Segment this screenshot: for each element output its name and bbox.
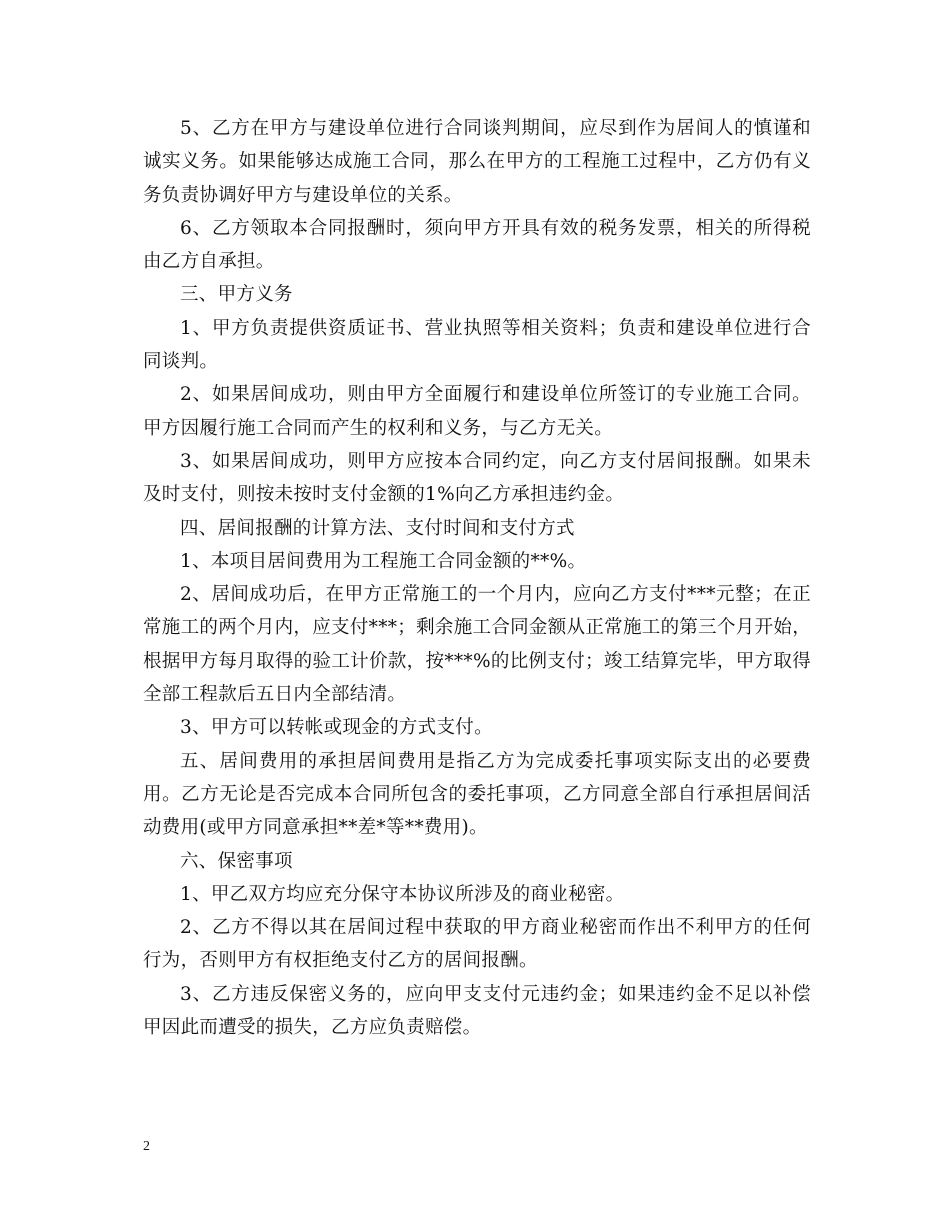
section-heading-confidentiality: 六、保密事项 xyxy=(180,850,293,872)
paragraph-confidentiality-2: 2、乙方不得以其在居间过程中获取的甲方商业秘密而作出不利甲方的任何行为，否则甲方有权拒绝支付乙方的居间报酬。 xyxy=(143,917,811,972)
section-heading-party-a-obligations: 三、甲方义务 xyxy=(180,284,293,306)
paragraph-clause-5: 5、乙方在甲方与建设单位进行合同谈判期间，应尽到作为居间人的慎谨和诚实义务。如果能够达成施工合同，那么在甲方的工程施工过程中，乙方仍有义务负责协调好甲方与建设单位的关系。 xyxy=(143,118,811,206)
paragraph-confidentiality-3: 3、乙方违反保密义务的，应向甲支支付元违约金；如果违约金不足以补偿甲因此而遭受的损失，乙方应负责赔偿。 xyxy=(143,983,811,1039)
paragraph-party-a-1: 1、甲方负责提供资质证书、营业执照等相关资料；负责和建设单位进行合同谈判。 xyxy=(143,317,811,373)
section-heading-commission: 四、居间报酬的计算方法、支付时间和支付方式 xyxy=(180,517,575,539)
paragraph-party-a-2: 2、如果居间成功，则由甲方全面履行和建设单位所签订的专业施工合同。甲方因履行施工合同而产生的权利和义务，与乙方无关。 xyxy=(143,384,811,439)
document-body xyxy=(143,112,811,1044)
paragraph-confidentiality-1: 1、甲乙双方均应充分保守本协议所涉及的商业秘密。 xyxy=(180,883,625,905)
page-number: 2 xyxy=(143,1139,150,1154)
paragraph-party-a-3: 3、如果居间成功，则甲方应按本合同约定，向乙方支付居间报酬。如果未及时支付，则按未按时支付金额的1%向乙方承担违约金。 xyxy=(143,450,811,506)
paragraph-clause-6: 6、乙方领取本合同报酬时，须向甲方开具有效的税务发票，相关的所得税由乙方自承担。 xyxy=(143,217,811,273)
paragraph-commission-3: 3、甲方可以转帐或现金的方式支付。 xyxy=(180,717,493,739)
paragraph-commission-1: 1、本项目居间费用为工程施工合同金额的**%。 xyxy=(180,550,587,572)
paragraph-commission-2: 2、居间成功后，在甲方正常施工的一个月内，应向乙方支付***元整；在正常施工的两个月内，应支付***；剩余施工合同金额从正常施工的第三个月开始，根据甲方每月取得的验工计价款，按***%的比例支付；竣工结算完毕，甲方取得全部工程款后五日内全部结清。 xyxy=(143,584,811,706)
paragraph-expenses: 五、居间费用的承担居间费用是指乙方为完成委托事项实际支出的必要费用。乙方无论是否完成本合同所包含的委托事项，乙方同意全部自行承担居间活动费用(或甲方同意承担**差*等**费用)。 xyxy=(143,750,811,839)
